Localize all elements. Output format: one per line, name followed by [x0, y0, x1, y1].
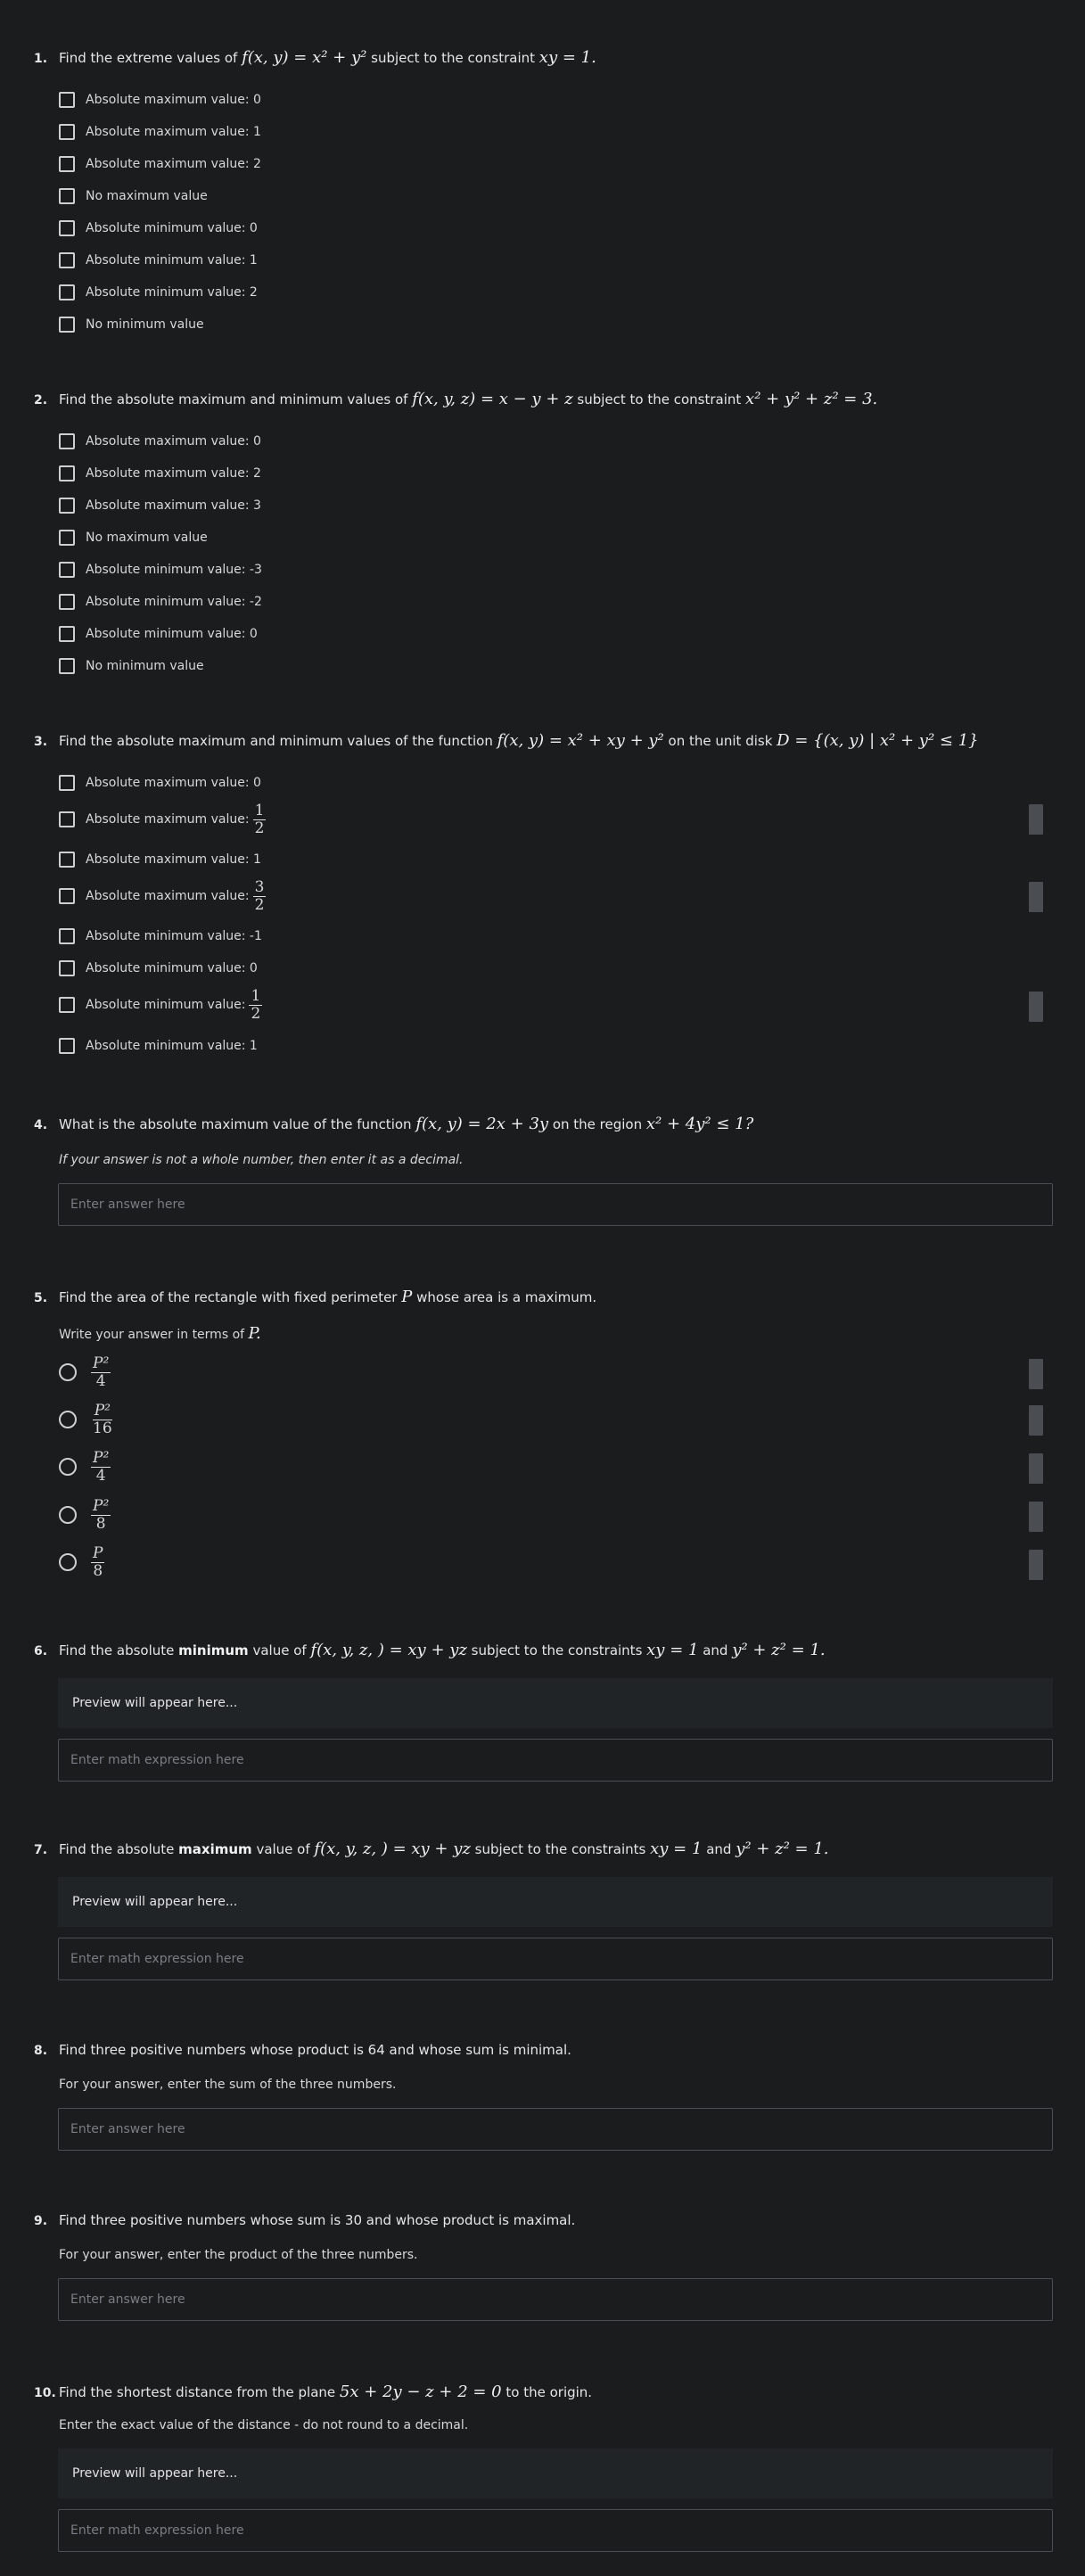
checkbox-icon[interactable]	[59, 124, 75, 140]
checkbox-icon[interactable]	[59, 465, 75, 481]
question-number: 3.	[34, 735, 48, 749]
option-checkbox[interactable]: Absolute minimum value: 1	[59, 1038, 258, 1054]
side-marker	[1029, 992, 1043, 1022]
option-checkbox[interactable]: Absolute maximum value: $\frac{1}{2}$	[59, 802, 266, 836]
option-checkbox[interactable]: Absolute maximum value: 2	[59, 156, 261, 172]
checkbox-icon[interactable]	[59, 775, 75, 791]
checkbox-icon[interactable]	[59, 852, 75, 868]
checkbox-icon[interactable]	[59, 188, 75, 204]
question-number: 1.	[34, 52, 48, 66]
question-text: Find the extreme values of f(x, y) = x² + y² subject to the constraint xy = 1.	[59, 48, 596, 67]
math-input[interactable]: Enter math expression here	[58, 1938, 1053, 1980]
question-note: Write your answer in terms of P.	[59, 1324, 261, 1343]
fraction: $\frac{1}{2}$	[251, 987, 261, 1023]
option-checkbox[interactable]: Absolute minimum value: 1	[59, 252, 258, 268]
question-3-header	[34, 731, 979, 750]
checkbox-icon[interactable]	[59, 1038, 75, 1054]
question-1-header	[34, 48, 596, 67]
option-checkbox[interactable]: Absolute maximum value: 0	[59, 92, 261, 108]
question-10-header	[34, 2383, 592, 2401]
checkbox-icon[interactable]	[59, 594, 75, 610]
math-input[interactable]: Enter math expression here	[58, 1739, 1053, 1782]
question-text: Find the absolute maximum and minimum values of the function f(x, y) = x² + xy + y² on the unit disk D = {(x, y) | x² + y² ≤ 1}	[59, 731, 979, 750]
fraction: $\frac{\text{P²}}{8}$	[93, 1497, 110, 1533]
checkbox-icon[interactable]	[59, 530, 75, 546]
fraction: $\frac{\text{P²}}{4}$	[93, 1449, 110, 1485]
option-checkbox[interactable]: Absolute minimum value: 2	[59, 284, 258, 300]
question-8-header	[34, 2042, 571, 2058]
option-checkbox[interactable]: Absolute maximum value: 2	[59, 465, 261, 481]
checkbox-icon[interactable]	[59, 220, 75, 236]
option-checkbox[interactable]: Absolute minimum value: 0	[59, 960, 258, 976]
question-7-header	[34, 1839, 829, 1858]
option-checkbox[interactable]: Absolute maximum value: 3	[59, 498, 261, 514]
checkbox-icon[interactable]	[59, 997, 75, 1013]
checkbox-icon[interactable]	[59, 562, 75, 578]
question-note: For your answer, enter the product of the three numbers.	[59, 2248, 418, 2262]
checkbox-icon[interactable]	[59, 92, 75, 108]
math-preview: Preview will appear here...	[58, 1678, 1053, 1728]
question-text: Find three positive numbers whose product is 64 and whose sum is minimal.	[59, 2042, 571, 2058]
radio-icon[interactable]	[59, 1411, 77, 1428]
question-text: Find the absolute maximum value of f(x, y, z, ) = xy + yz subject to the constraints xy = 1 and y² + z² = 1.	[59, 1839, 829, 1858]
question-note: Enter the exact value of the distance - do not round to a decimal.	[59, 2418, 469, 2432]
option-radio[interactable]	[59, 1545, 104, 1579]
question-text: What is the absolute maximum value of the function f(x, y) = 2x + 3y on the region x² + 4y² ≤ 1?	[59, 1115, 754, 1133]
radio-icon[interactable]	[59, 1363, 77, 1381]
side-marker	[1029, 882, 1043, 912]
answer-input[interactable]: Enter answer here	[58, 2278, 1053, 2321]
radio-icon[interactable]	[59, 1506, 77, 1524]
side-marker	[1029, 1359, 1043, 1389]
question-number: 5.	[34, 1291, 48, 1305]
option-checkbox[interactable]: Absolute maximum value: 1	[59, 852, 261, 868]
option-checkbox[interactable]: Absolute minimum value: -3	[59, 562, 262, 578]
checkbox-icon[interactable]	[59, 928, 75, 944]
question-9-header	[34, 2212, 575, 2228]
side-marker	[1029, 1405, 1043, 1436]
option-checkbox[interactable]: Absolute maximum value: 0	[59, 433, 261, 449]
option-radio[interactable]	[59, 1403, 114, 1436]
radio-icon[interactable]	[59, 1553, 77, 1571]
option-checkbox[interactable]: No maximum value	[59, 188, 208, 204]
option-checkbox[interactable]: Absolute maximum value: 0	[59, 775, 261, 791]
option-checkbox[interactable]: Absolute maximum value: $\frac{3}{2}$	[59, 879, 266, 913]
option-checkbox[interactable]: Absolute maximum value: 1	[59, 124, 261, 140]
fraction: $\frac{\text{P²}}{4}$	[93, 1354, 110, 1390]
side-marker	[1029, 804, 1043, 835]
question-text: Find the absolute maximum and minimum values of f(x, y, z) = x − y + z subject to the constraint x² + y² + z² = 3.	[59, 390, 878, 408]
question-note: If your answer is not a whole number, then enter it as a decimal.	[59, 1153, 464, 1167]
option-checkbox[interactable]: Absolute minimum value: 0	[59, 220, 258, 236]
question-5-header	[34, 1288, 596, 1306]
question-number: 8.	[34, 2044, 48, 2058]
question-4-header	[34, 1115, 753, 1133]
question-text: Find the absolute minimum value of f(x, y, z, ) = xy + yz subject to the constraints xy = 1 and y² + z² = 1.	[59, 1641, 826, 1659]
option-radio[interactable]	[59, 1355, 111, 1389]
side-marker	[1029, 1502, 1043, 1532]
radio-icon[interactable]	[59, 1458, 77, 1476]
math-preview: Preview will appear here...	[58, 2448, 1053, 2498]
option-radio[interactable]	[59, 1450, 111, 1484]
question-text: Find the area of the rectangle with fixed perimeter P whose area is a maximum.	[59, 1288, 597, 1306]
option-checkbox[interactable]: Absolute minimum value: 0	[59, 626, 258, 642]
option-checkbox[interactable]: Absolute minimum value: $\frac{1}{2}$	[59, 988, 262, 1022]
checkbox-icon[interactable]	[59, 658, 75, 674]
checkbox-icon[interactable]	[59, 156, 75, 172]
option-checkbox[interactable]: Absolute minimum value: -2	[59, 594, 262, 610]
option-radio[interactable]	[59, 1498, 111, 1532]
answer-input[interactable]: Enter answer here	[58, 2108, 1053, 2151]
option-checkbox[interactable]: No minimum value	[59, 317, 204, 333]
answer-input[interactable]: Enter answer here	[58, 1183, 1053, 1226]
question-6-header	[34, 1641, 826, 1659]
math-preview: Preview will appear here...	[58, 1877, 1053, 1927]
question-note: For your answer, enter the sum of the three numbers.	[59, 2078, 397, 2092]
checkbox-icon[interactable]	[59, 960, 75, 976]
question-text: Find the shortest distance from the plane 5x + 2y − z + 2 = 0 to the origin.	[59, 2383, 593, 2401]
question-number: 10.	[34, 2386, 56, 2400]
side-marker	[1029, 1453, 1043, 1484]
fraction: $\frac{\text{P²}}{16}$	[93, 1402, 112, 1437]
checkbox-icon[interactable]	[59, 888, 75, 904]
checkbox-icon[interactable]	[59, 626, 75, 642]
question-number: 9.	[34, 2214, 48, 2228]
math-input[interactable]: Enter math expression here	[58, 2509, 1053, 2552]
checkbox-icon[interactable]	[59, 252, 75, 268]
fraction: $\frac{1}{2}$	[254, 802, 265, 837]
question-number: 6.	[34, 1644, 48, 1658]
option-checkbox[interactable]: No minimum value	[59, 658, 204, 674]
fraction: $\frac{P}{8}$	[93, 1544, 103, 1580]
checkbox-icon[interactable]	[59, 317, 75, 333]
question-2-header	[34, 390, 877, 408]
checkbox-icon[interactable]	[59, 498, 75, 514]
checkbox-icon[interactable]	[59, 811, 75, 827]
question-text: Find three positive numbers whose sum is 30 and whose product is maximal.	[59, 2212, 576, 2228]
question-number: 2.	[34, 393, 48, 407]
checkbox-icon[interactable]	[59, 284, 75, 300]
question-number: 4.	[34, 1118, 48, 1132]
fraction: $\frac{3}{2}$	[254, 878, 265, 914]
option-checkbox[interactable]: Absolute minimum value: -1	[59, 928, 262, 944]
question-number: 7.	[34, 1843, 48, 1857]
checkbox-icon[interactable]	[59, 433, 75, 449]
option-checkbox[interactable]: No maximum value	[59, 530, 208, 546]
side-marker	[1029, 1550, 1043, 1580]
